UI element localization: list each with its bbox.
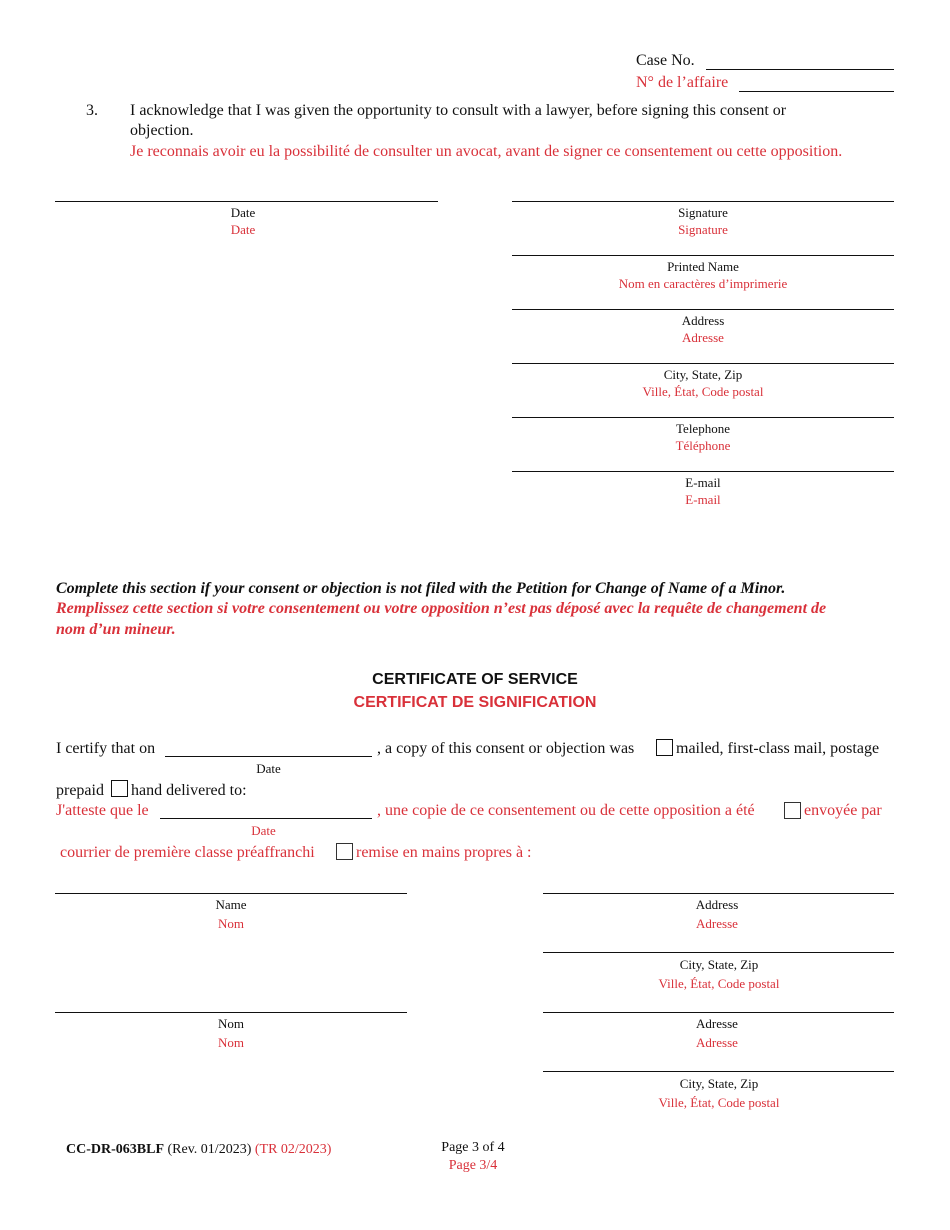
printed-name-label: Printed Name Nom en caractères d’imprimerie	[618, 259, 788, 291]
case-no-field-fr[interactable]	[739, 91, 894, 92]
case-no-label-fr: N° de l’affaire	[636, 74, 729, 91]
email-label: E-mail E-mail	[685, 475, 721, 507]
certificate-title-fr: CERTIFICAT DE SIGNIFICATION	[353, 694, 597, 711]
form-id	[66, 1142, 331, 1158]
item3-text-en-1: I acknowledge that I was given the opportunity to consult with a lawyer, before signing this consent or	[130, 102, 787, 119]
address-label: Address Adresse	[681, 313, 725, 345]
service-date-label-fr: Date	[251, 823, 276, 838]
recipient-city-label-1: City, State, Zip Ville, État, Code postal	[658, 957, 780, 991]
service-date-label: Date	[256, 761, 281, 776]
date-label: Date Date	[230, 205, 256, 237]
recipient-name-line-1[interactable]	[55, 893, 407, 894]
mailed-checkbox[interactable]	[656, 739, 673, 756]
service-date-field[interactable]	[165, 756, 372, 757]
recipient-address-line-2[interactable]	[543, 1012, 894, 1013]
signature-label: Signature Signature	[678, 205, 728, 237]
recipient-city-label-2: City, State, Zip Ville, État, Code postal	[658, 1076, 780, 1110]
envoyee-checkbox[interactable]	[784, 802, 801, 819]
hand-delivered-checkbox[interactable]	[111, 780, 128, 797]
recipient-address-line-1[interactable]	[543, 893, 894, 894]
remise-text: remise en mains propres à :	[356, 844, 532, 861]
address-line[interactable]	[512, 309, 894, 310]
city-state-zip-label: City, State, Zip Ville, État, Code postal	[642, 367, 764, 399]
certificate-title: CERTIFICATE OF SERVICE	[372, 671, 578, 688]
date-signature-line[interactable]	[55, 201, 438, 202]
certify-text-1: I certify that on	[56, 740, 156, 757]
page-number: Page 3 of 4	[441, 1140, 505, 1155]
case-no-label: Case No.	[636, 52, 695, 69]
signature-line[interactable]	[512, 201, 894, 202]
city-state-zip-line[interactable]	[512, 363, 894, 364]
printed-name-line[interactable]	[512, 255, 894, 256]
form-translation: (TR 02/2023)	[254, 1142, 332, 1157]
service-date-field-fr[interactable]	[160, 818, 372, 819]
item3-text-fr: Je reconnais avoir eu la possibilité de consulter un avocat, avant de signer ce consentement ou cette opposition.	[130, 143, 843, 160]
recipient-address-label-1: Address Adresse	[695, 897, 739, 931]
item-number: 3.	[86, 102, 98, 119]
page-number-fr: Page 3/4	[448, 1158, 498, 1173]
instruction-fr-1: Remplissez cette section si votre consentement ou votre opposition n’est pas déposé avec la requête de changement de	[56, 600, 827, 617]
email-line[interactable]	[512, 471, 894, 472]
remise-checkbox[interactable]	[336, 843, 353, 860]
prepaid-text: prepaid	[56, 782, 104, 799]
recipient-name-line-2[interactable]	[55, 1012, 407, 1013]
instruction-fr-2: nom d’un mineur.	[56, 621, 176, 638]
envoyee-option-text: envoyée par	[804, 802, 882, 819]
certify-text-2: , a copy of this consent or objection was	[377, 740, 635, 757]
certify-text-fr-1: J'atteste que le	[56, 802, 149, 819]
courrier-text: courrier de première classe préaffranchi	[60, 844, 315, 861]
telephone-line[interactable]	[512, 417, 894, 418]
mailed-option-text: mailed, first-class mail, postage	[676, 740, 880, 757]
recipient-name-label-2: Nom Nom	[218, 1016, 244, 1050]
hand-delivered-text: hand delivered to:	[131, 782, 247, 799]
recipient-name-label-1: Name Nom	[215, 897, 247, 931]
form-revision: (Rev. 01/2023)	[167, 1142, 252, 1157]
instruction-en: Complete this section if your consent or objection is not filed with the Petition for Change of Name of a Minor.	[56, 580, 786, 597]
recipient-address-label-2: Adresse Adresse	[696, 1016, 738, 1050]
recipient-city-line-2[interactable]	[543, 1071, 894, 1072]
form-code: CC-DR-063BLF	[66, 1142, 164, 1157]
certify-text-fr-2: , une copie de ce consentement ou de cette opposition a été	[377, 802, 755, 819]
item3-text-en-2: objection.	[130, 122, 194, 139]
case-no-field[interactable]	[706, 69, 894, 70]
telephone-label: Telephone Téléphone	[675, 421, 731, 453]
recipient-city-line-1[interactable]	[543, 952, 894, 953]
